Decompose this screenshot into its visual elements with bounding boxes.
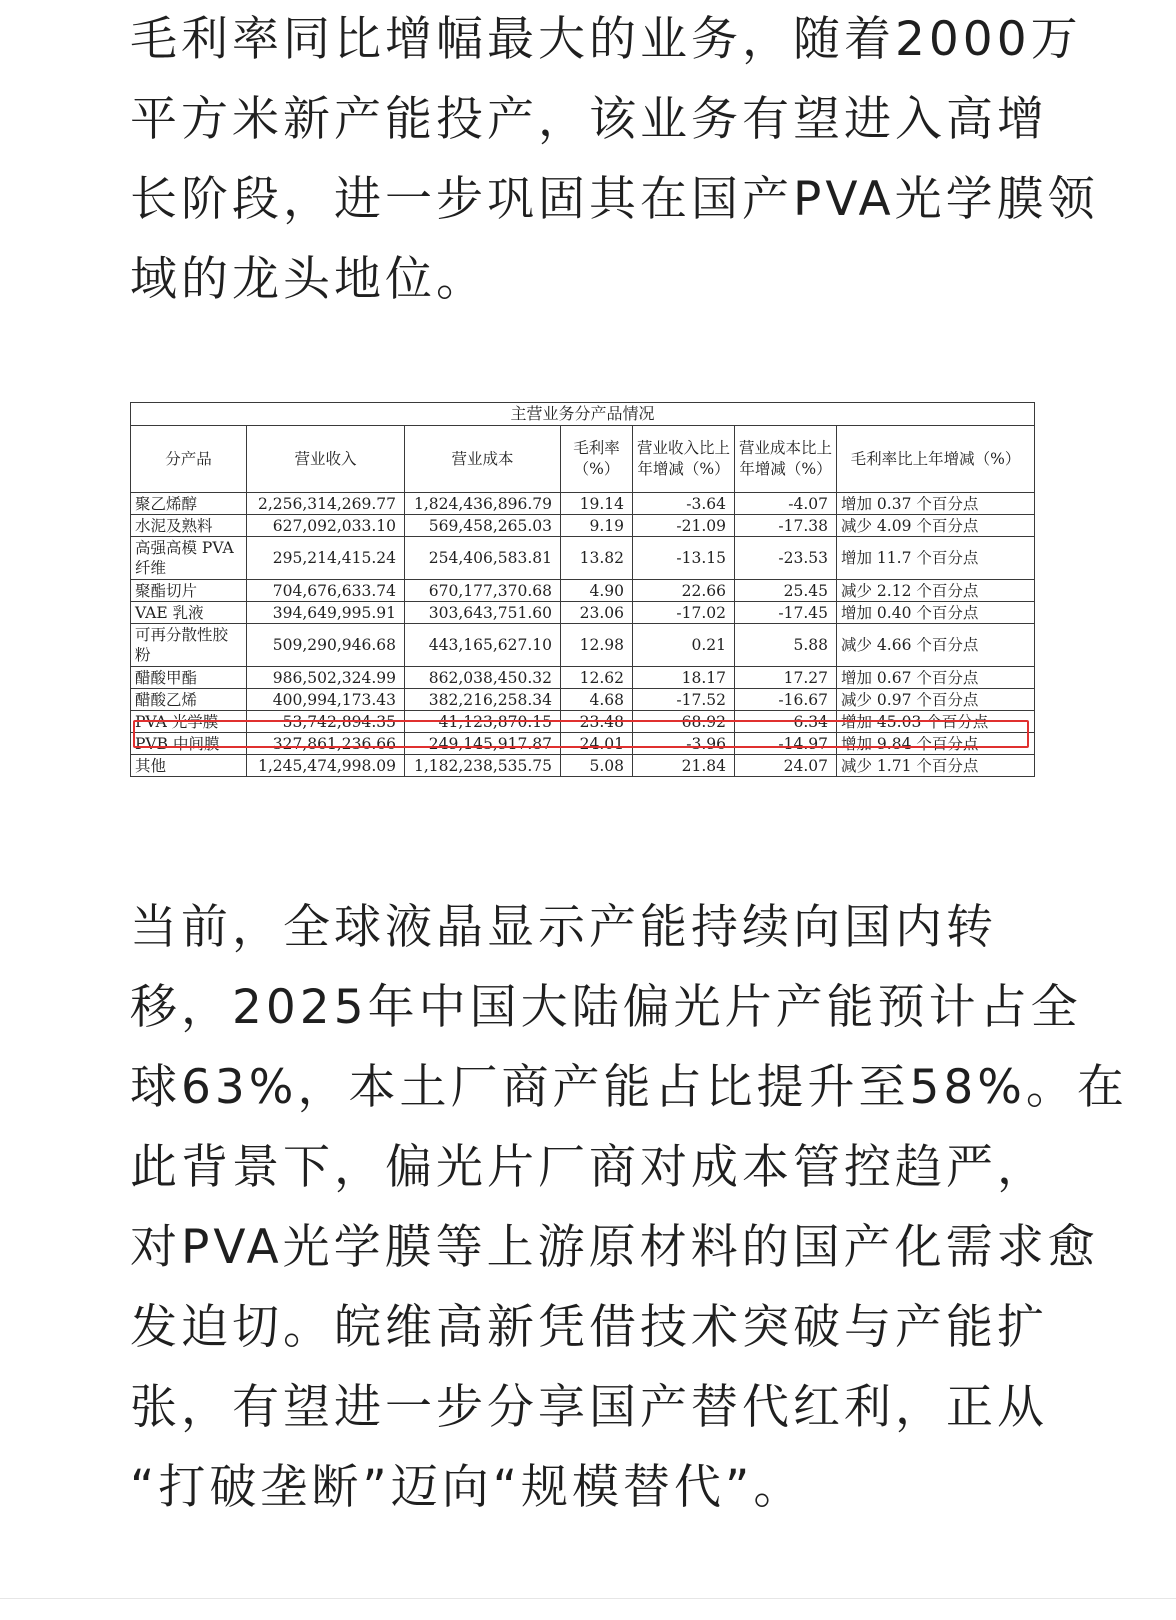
paragraph-line: 域的龙头地位。 bbox=[130, 252, 487, 307]
margin-change-cell: 减少 4.09 个百分点 bbox=[837, 515, 1035, 537]
revenue-cell: 1,245,474,998.09 bbox=[247, 755, 405, 777]
product-name: 可再分散性胶粉 bbox=[131, 624, 247, 667]
table-row bbox=[131, 602, 1035, 624]
table-row bbox=[131, 624, 1035, 667]
paragraph-line: 张，有望进一步分享国产替代红利，正从 bbox=[130, 1380, 1048, 1435]
paragraph-line: 发迫切。皖维高新凭借技术突破与产能扩 bbox=[130, 1300, 1048, 1355]
cost-change-cell: 17.27 bbox=[735, 667, 837, 689]
table-row bbox=[131, 667, 1035, 689]
cost-change-cell: -23.53 bbox=[735, 537, 837, 580]
margin-cell: 4.68 bbox=[561, 689, 633, 711]
revenue-cell: 627,092,033.10 bbox=[247, 515, 405, 537]
cost-change-cell: 24.07 bbox=[735, 755, 837, 777]
margin-cell: 24.01 bbox=[561, 733, 633, 755]
column-header: 营业收入 bbox=[247, 426, 405, 493]
column-header: 分产品 bbox=[131, 426, 247, 493]
cost-change-cell: 6.34 bbox=[735, 711, 837, 733]
revenue-cell: 53,742,894.35 bbox=[247, 711, 405, 733]
revenue-cell: 2,256,314,269.77 bbox=[247, 493, 405, 515]
cost-change-cell: -4.07 bbox=[735, 493, 837, 515]
table-row bbox=[131, 733, 1035, 755]
revenue-cell: 509,290,946.68 bbox=[247, 624, 405, 667]
revenue-change-cell: -17.02 bbox=[633, 602, 735, 624]
revenue-change-cell: -3.96 bbox=[633, 733, 735, 755]
revenue-cell: 400,994,173.43 bbox=[247, 689, 405, 711]
paragraph-line: 此背景下，偏光片厂商对成本管控趋严， bbox=[130, 1140, 1048, 1195]
column-header: 营业成本比上年增减（%） bbox=[735, 426, 837, 493]
cost-cell: 249,145,917.87 bbox=[405, 733, 561, 755]
product-name: PVB 中间膜 bbox=[131, 733, 247, 755]
revenue-cell: 986,502,324.99 bbox=[247, 667, 405, 689]
revenue-change-cell: -13.15 bbox=[633, 537, 735, 580]
cost-change-cell: -17.38 bbox=[735, 515, 837, 537]
cost-cell: 670,177,370.68 bbox=[405, 580, 561, 602]
paragraph-line: 毛利率同比增幅最大的业务，随着2000万 bbox=[130, 12, 1082, 67]
paragraph-line: 平方米新产能投产，该业务有望进入高增 bbox=[130, 92, 1048, 147]
article-paragraph-2 bbox=[130, 888, 1128, 1528]
cost-cell: 1,182,238,535.75 bbox=[405, 755, 561, 777]
margin-cell: 23.06 bbox=[561, 602, 633, 624]
revenue-change-cell: 68.92 bbox=[633, 711, 735, 733]
revenue-change-cell: -21.09 bbox=[633, 515, 735, 537]
margin-cell: 9.19 bbox=[561, 515, 633, 537]
article-paragraph-1 bbox=[130, 0, 1099, 320]
margin-change-cell: 增加 11.7 个百分点 bbox=[837, 537, 1035, 580]
column-header: 毛利率（%） bbox=[561, 426, 633, 493]
margin-change-cell: 增加 45.03 个百分点 bbox=[837, 711, 1035, 733]
margin-cell: 23.48 bbox=[561, 711, 633, 733]
table-title: 主营业务分产品情况 bbox=[131, 403, 1035, 426]
margin-cell: 5.08 bbox=[561, 755, 633, 777]
margin-change-cell: 增加 9.84 个百分点 bbox=[837, 733, 1035, 755]
product-name: 醋酸甲酯 bbox=[131, 667, 247, 689]
table-row bbox=[131, 689, 1035, 711]
table-row bbox=[131, 515, 1035, 537]
revenue-change-cell: 22.66 bbox=[633, 580, 735, 602]
cost-cell: 443,165,627.10 bbox=[405, 624, 561, 667]
cost-cell: 41,123,870.15 bbox=[405, 711, 561, 733]
revenue-cell: 327,861,236.66 bbox=[247, 733, 405, 755]
table-row bbox=[131, 580, 1035, 602]
cost-change-cell: -16.67 bbox=[735, 689, 837, 711]
revenue-change-cell: 0.21 bbox=[633, 624, 735, 667]
paragraph-line: “打破垄断”迈向“规模替代”。 bbox=[130, 1460, 805, 1515]
table-row-highlighted bbox=[131, 711, 1035, 733]
revenue-cell: 394,649,995.91 bbox=[247, 602, 405, 624]
margin-change-cell: 增加 0.37 个百分点 bbox=[837, 493, 1035, 515]
cost-change-cell: -17.45 bbox=[735, 602, 837, 624]
paragraph-line: 当前，全球液晶显示产能持续向国内转 bbox=[130, 900, 997, 955]
margin-change-cell: 增加 0.67 个百分点 bbox=[837, 667, 1035, 689]
revenue-change-cell: -17.52 bbox=[633, 689, 735, 711]
margin-cell: 12.98 bbox=[561, 624, 633, 667]
cost-change-cell: 25.45 bbox=[735, 580, 837, 602]
margin-cell: 13.82 bbox=[561, 537, 633, 580]
cost-change-cell: 5.88 bbox=[735, 624, 837, 667]
paragraph-line: 对PVA光学膜等上游原材料的国产化需求愈 bbox=[130, 1220, 1099, 1275]
margin-change-cell: 减少 0.97 个百分点 bbox=[837, 689, 1035, 711]
table-header-row bbox=[131, 426, 1035, 493]
column-header: 营业收入比上年增减（%） bbox=[633, 426, 735, 493]
revenue-change-cell: 18.17 bbox=[633, 667, 735, 689]
cost-cell: 862,038,450.32 bbox=[405, 667, 561, 689]
product-name: 水泥及熟料 bbox=[131, 515, 247, 537]
paragraph-line: 球63%，本土厂商产能占比提升至58%。在 bbox=[130, 1060, 1128, 1115]
paragraph-line: 移，2025年中国大陆偏光片产能预计占全 bbox=[130, 980, 1082, 1035]
cost-cell: 382,216,258.34 bbox=[405, 689, 561, 711]
revenue-cell: 295,214,415.24 bbox=[247, 537, 405, 580]
table-row bbox=[131, 493, 1035, 515]
financial-table-image bbox=[130, 402, 1034, 810]
revenue-change-cell: 21.84 bbox=[633, 755, 735, 777]
table-row bbox=[131, 537, 1035, 580]
margin-change-cell: 减少 1.71 个百分点 bbox=[837, 755, 1035, 777]
margin-cell: 12.62 bbox=[561, 667, 633, 689]
product-name: 聚乙烯醇 bbox=[131, 493, 247, 515]
product-name: 聚酯切片 bbox=[131, 580, 247, 602]
product-name: 其他 bbox=[131, 755, 247, 777]
product-name: VAE 乳液 bbox=[131, 602, 247, 624]
margin-cell: 19.14 bbox=[561, 493, 633, 515]
margin-change-cell: 减少 2.12 个百分点 bbox=[837, 580, 1035, 602]
product-name: 高强高模 PVA 纤维 bbox=[131, 537, 247, 580]
revenue-cell: 704,676,633.74 bbox=[247, 580, 405, 602]
product-name: PVA 光学膜 bbox=[131, 711, 247, 733]
product-name: 醋酸乙烯 bbox=[131, 689, 247, 711]
margin-change-cell: 增加 0.40 个百分点 bbox=[837, 602, 1035, 624]
bottom-divider bbox=[0, 1598, 1176, 1599]
cost-cell: 1,824,436,896.79 bbox=[405, 493, 561, 515]
column-header: 营业成本 bbox=[405, 426, 561, 493]
revenue-change-cell: -3.64 bbox=[633, 493, 735, 515]
table-row bbox=[131, 755, 1035, 777]
column-header: 毛利率比上年增减（%） bbox=[837, 426, 1035, 493]
paragraph-line: 长阶段，进一步巩固其在国产PVA光学膜领 bbox=[130, 172, 1099, 227]
margin-change-cell: 减少 4.66 个百分点 bbox=[837, 624, 1035, 667]
cost-cell: 303,643,751.60 bbox=[405, 602, 561, 624]
margin-cell: 4.90 bbox=[561, 580, 633, 602]
cost-change-cell: -14.97 bbox=[735, 733, 837, 755]
product-revenue-table bbox=[130, 402, 1035, 777]
cost-cell: 569,458,265.03 bbox=[405, 515, 561, 537]
cost-cell: 254,406,583.81 bbox=[405, 537, 561, 580]
